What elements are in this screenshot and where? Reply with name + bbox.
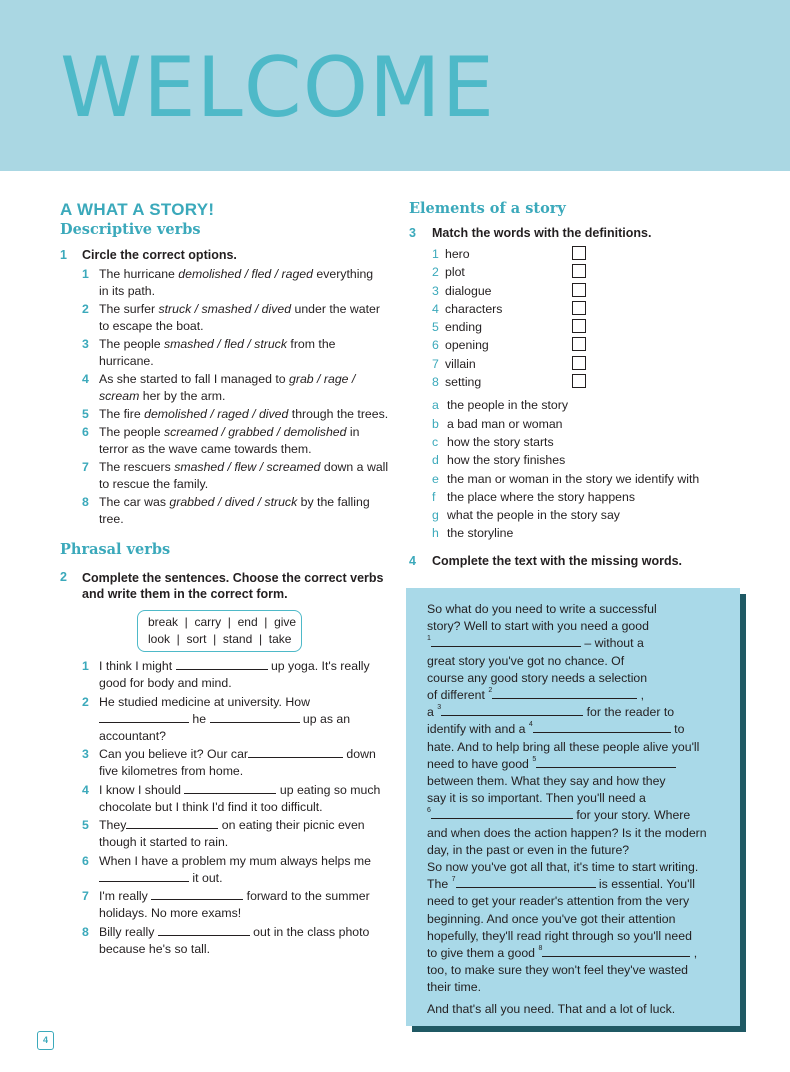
- exercise-2-item: [82, 888, 390, 922]
- section-title-elements: Elements of a story: [409, 200, 566, 217]
- match-word: setting: [445, 375, 482, 390]
- item-text: The people: [99, 425, 164, 439]
- exercise-2-item: [82, 853, 390, 887]
- text-line: hopefully, they'll read right through so you'll need: [427, 928, 692, 943]
- item-text: I think I might: [99, 659, 176, 673]
- item-text: from the: [286, 337, 336, 351]
- text-line: So now you've got all that, it's time to start writing.: [427, 860, 699, 875]
- item-text: on eating their picnic even: [218, 818, 365, 832]
- text-fragment: – without a: [580, 636, 644, 651]
- text-line: need to get your reader's attention from the very: [427, 894, 690, 909]
- text-line: [427, 635, 726, 652]
- item-number: 1: [82, 659, 89, 673]
- definition-row: [432, 470, 749, 488]
- header-banner: [0, 0, 790, 171]
- answer-checkbox[interactable]: [572, 374, 586, 388]
- word-number: 5: [432, 320, 439, 335]
- item-number: 5: [82, 407, 89, 421]
- item-text: forward to the summer: [243, 889, 370, 903]
- item-number: 4: [82, 372, 89, 386]
- match-word: villain: [445, 356, 476, 371]
- text-line: [427, 721, 726, 738]
- definition-row: [432, 433, 749, 451]
- item-options[interactable]: grabbed / dived / struck: [169, 495, 298, 509]
- item-text: accountant?: [99, 728, 167, 743]
- text-fragment: a: [427, 705, 438, 720]
- item-number: 8: [82, 924, 89, 939]
- word-number: 8: [432, 375, 439, 390]
- item-text: holidays. No more exams!: [99, 906, 242, 920]
- item-text: They: [99, 818, 127, 832]
- gap-number: 4: [528, 721, 533, 729]
- exercise-number: 4: [409, 553, 416, 568]
- exercise-2-item: [82, 658, 390, 692]
- definition-row: [432, 506, 749, 524]
- item-number: 2: [82, 694, 89, 709]
- word-number: 1: [432, 247, 439, 261]
- section-title: A WHAT A STORY!: [60, 200, 215, 219]
- definition-letter: f: [432, 489, 436, 504]
- word-number: 7: [432, 356, 439, 371]
- exercise-number: 3: [409, 226, 416, 240]
- item-number: 2: [82, 302, 89, 316]
- exercise-1-item: [82, 406, 390, 423]
- definition-row: [432, 451, 749, 469]
- item-number: 3: [82, 337, 89, 351]
- text-line: [427, 945, 726, 962]
- item-options[interactable]: demolished / fled / raged: [178, 267, 313, 281]
- item-number: 3: [82, 747, 89, 761]
- match-word: dialogue: [445, 283, 492, 298]
- match-word: opening: [445, 338, 489, 353]
- item-text: The rescuers: [99, 460, 175, 474]
- definition-text: how the story starts: [447, 434, 554, 449]
- definition-text: what the people in the story say: [447, 508, 620, 523]
- item-text: The hurricane: [99, 267, 179, 281]
- item-number: 6: [82, 853, 89, 868]
- answer-blank-4[interactable]: [184, 782, 276, 794]
- definition-letter: c: [432, 434, 439, 449]
- match-word-row: [432, 263, 749, 281]
- gap-number: 3: [437, 704, 442, 712]
- item-options[interactable]: scream: [99, 389, 140, 403]
- text-line: So what do you need to write a successful: [427, 602, 657, 616]
- text-fragment: for the reader to: [583, 705, 675, 720]
- item-text: I'm really: [99, 889, 152, 903]
- gap-number: 6: [427, 807, 431, 815]
- item-text: The people: [99, 337, 164, 351]
- text-line: too, to make sure they won't feel they've wasted: [427, 963, 689, 978]
- exercise-instruction: Circle the correct options.: [82, 248, 237, 262]
- answer-checkbox[interactable]: [572, 264, 586, 278]
- gap-number: 7: [451, 876, 456, 884]
- item-text: He studied medicine at university. How: [99, 694, 310, 709]
- text-line: course any good story needs a selection: [427, 670, 648, 685]
- item-options[interactable]: screamed / grabbed / demolished: [163, 425, 347, 439]
- match-word: plot: [445, 265, 465, 280]
- item-text: in its path.: [99, 284, 156, 298]
- word-box-line: look | sort | stand | take: [148, 632, 292, 646]
- page-number: 4: [37, 1031, 54, 1050]
- item-options[interactable]: smashed / flew / screamed: [174, 460, 321, 474]
- definition-letter: g: [432, 508, 439, 523]
- instruction-line: Complete the sentences. Choose the correct verbs: [82, 571, 384, 585]
- item-options[interactable]: demolished / raged / dived: [144, 407, 289, 421]
- exercise-number: 1: [60, 248, 67, 262]
- definition-text: a bad man or woman: [447, 416, 563, 431]
- definition-row: [432, 524, 749, 542]
- gap-number: 1: [427, 635, 431, 643]
- item-text: in: [346, 425, 360, 439]
- item-number: 8: [82, 495, 89, 509]
- page-title: WELCOME: [60, 39, 496, 136]
- gap-7-blank[interactable]: [456, 876, 596, 888]
- text-line: day, in the past or even in the future?: [427, 842, 630, 857]
- item-text: up yoga. It's really: [267, 659, 370, 673]
- exercise-1-item: [82, 301, 390, 335]
- item-text: because he's so tall.: [99, 941, 211, 956]
- text-line: great story you've got no chance. Of: [427, 653, 625, 668]
- text-line: hate. And to help bring all these people alive you'll: [427, 739, 700, 754]
- gap-6-blank[interactable]: [431, 807, 573, 819]
- match-word-row: [432, 300, 749, 318]
- text-line: between them. What they say and how they: [427, 774, 666, 789]
- item-text: down a wall: [320, 460, 389, 474]
- text-fragment: The: [427, 877, 452, 892]
- answer-checkbox[interactable]: [572, 337, 586, 351]
- item-number: 4: [82, 782, 89, 797]
- definition-text: the storyline: [447, 526, 514, 541]
- item-text: her by the arm.: [139, 389, 226, 403]
- item-text: everything: [312, 267, 374, 281]
- answer-checkbox[interactable]: [572, 301, 586, 315]
- item-text: out in the class photo: [249, 924, 370, 939]
- text-fragment: to give them a good: [427, 946, 539, 961]
- item-options[interactable]: grab / rage /: [289, 372, 356, 386]
- text-fragment: need to have good: [427, 756, 533, 771]
- exercise-instruction: Match the words with the definitions.: [432, 226, 652, 240]
- item-text: to rescue the family.: [99, 477, 209, 491]
- answer-blank-7[interactable]: [151, 888, 243, 900]
- item-text: The fire: [99, 407, 145, 421]
- answer-blank-3[interactable]: [248, 746, 343, 758]
- definition-text: the place where the story happens: [447, 489, 635, 504]
- exercise-instruction: Complete the text with the missing words.: [432, 553, 683, 568]
- word-box-line: break | carry | end | give: [148, 615, 297, 629]
- item-text: up eating so much: [276, 782, 381, 797]
- item-number: 6: [82, 425, 89, 439]
- definition-row: [432, 488, 749, 506]
- word-number: 6: [432, 338, 439, 353]
- match-word: ending: [445, 320, 482, 335]
- word-number: 3: [432, 283, 439, 298]
- instruction-line: and write them in the correct form.: [82, 587, 288, 601]
- gap-1-blank[interactable]: [431, 635, 581, 647]
- item-number: 1: [82, 267, 89, 281]
- definition-text: the people in the story: [447, 398, 568, 413]
- definition-row: [432, 396, 749, 414]
- gap-number: 2: [488, 687, 493, 695]
- text-fragment: is essential. You'll: [595, 877, 695, 892]
- text-fragment: for your story. Where: [572, 808, 691, 823]
- item-text: The car was: [99, 495, 170, 509]
- exercise-3: [409, 226, 749, 543]
- exercise-number: 2: [60, 570, 67, 584]
- answer-blank-5[interactable]: [126, 817, 218, 829]
- exercise-2: [60, 570, 390, 958]
- text-fragment: to: [670, 722, 685, 737]
- answer-checkbox[interactable]: [572, 246, 586, 260]
- exercise-2-item: [82, 694, 390, 745]
- item-options[interactable]: smashed / fled / struck: [163, 337, 287, 351]
- exercise-1-item: [82, 266, 390, 300]
- item-text: When I have a problem my mum always helps me: [99, 853, 372, 868]
- text-line: [427, 687, 726, 704]
- word-number: 4: [432, 301, 439, 316]
- match-word-row: [432, 245, 749, 263]
- match-word: hero: [445, 247, 470, 261]
- item-text: he: [189, 711, 210, 726]
- text-line: [427, 876, 726, 893]
- item-text: under the water: [291, 302, 380, 316]
- exercise-1-item: [82, 459, 390, 493]
- match-word-row: [432, 318, 749, 336]
- item-text: I know I should: [99, 782, 185, 797]
- right-column: [409, 200, 749, 568]
- gap-number: 8: [538, 945, 543, 953]
- gap-2-blank[interactable]: [492, 687, 637, 699]
- item-text: Billy really: [99, 924, 158, 939]
- item-text: The surfer: [99, 302, 159, 316]
- item-number: 7: [82, 889, 89, 903]
- text-line: and when does the action happen? Is it the modern: [427, 825, 707, 840]
- gap-8-blank[interactable]: [542, 945, 690, 957]
- text-line: story? Well to start with you need a good: [427, 619, 649, 634]
- item-number: 5: [82, 818, 89, 832]
- definition-letter: a: [432, 398, 439, 413]
- text-fragment: identify with and a: [427, 722, 529, 737]
- text-fragment: ,: [637, 688, 645, 703]
- exercise-2-item: [82, 817, 390, 851]
- definition-letter: h: [432, 526, 439, 541]
- exercise-4: [409, 554, 749, 568]
- exercise-2-item: [82, 746, 390, 780]
- exercise-2-item: [82, 782, 390, 816]
- answer-checkbox[interactable]: [572, 283, 586, 297]
- exercise-1-item: [82, 494, 390, 528]
- exercise-1-item: [82, 424, 390, 458]
- gap-3-blank[interactable]: [441, 704, 583, 716]
- answer-blank-6[interactable]: [99, 870, 189, 882]
- subsection-phrasal-verbs: Phrasal verbs: [60, 541, 171, 558]
- answer-blank-2b[interactable]: [210, 711, 300, 723]
- answer-blank-8[interactable]: [158, 924, 250, 936]
- text-line: their time.: [427, 980, 481, 995]
- item-text: five kilometres from home.: [99, 764, 244, 778]
- text-fragment: ,: [690, 946, 698, 961]
- item-text: up as an: [299, 711, 351, 726]
- text-panel: [406, 588, 740, 1026]
- definition-text: the man or woman in the story we identify with: [447, 471, 700, 486]
- text-line: [427, 704, 726, 721]
- item-text: hurricane.: [99, 354, 154, 368]
- definition-letter: b: [432, 416, 439, 431]
- item-text: through the trees.: [288, 407, 389, 421]
- definition-letter: e: [432, 471, 439, 486]
- item-text: As she started to fall I managed to: [99, 372, 290, 386]
- definition-letter: d: [432, 453, 439, 468]
- item-text: by the falling tree.: [99, 495, 370, 526]
- exercise-1-item: [82, 371, 390, 405]
- answer-checkbox[interactable]: [572, 356, 586, 370]
- text-line: And that's all you need. That and a lot of luck.: [427, 1001, 676, 1016]
- answer-blank-1[interactable]: [176, 658, 268, 670]
- item-text: chocolate but I think I'd find it too difficult.: [99, 799, 323, 814]
- text-fragment: of different: [427, 688, 489, 703]
- text-line: [427, 756, 726, 773]
- item-text: to escape the boat.: [99, 319, 204, 333]
- match-word-row: [432, 282, 749, 300]
- item-number: 7: [82, 460, 89, 474]
- match-word-row: [432, 355, 749, 373]
- definition-row: [432, 415, 749, 433]
- item-text: Can you believe it? Our car: [99, 747, 249, 761]
- item-options[interactable]: struck / smashed / dived: [158, 302, 292, 316]
- item-text: good for body and mind.: [99, 676, 232, 690]
- text-line: beginning. And once you've got their attention: [427, 911, 676, 926]
- match-word: characters: [445, 301, 503, 316]
- match-word-row: [432, 336, 749, 354]
- gap-4-blank[interactable]: [533, 721, 671, 733]
- answer-blank-2a[interactable]: [99, 711, 189, 723]
- item-text: terror as the wave came towards them.: [99, 442, 312, 456]
- subsection-descriptive-verbs: Descriptive verbs: [60, 221, 201, 238]
- answer-checkbox[interactable]: [572, 319, 586, 333]
- word-number: 2: [432, 265, 439, 280]
- gap-number: 5: [532, 755, 537, 763]
- exercise-1-item: [82, 336, 390, 370]
- exercise-instruction: [82, 570, 390, 602]
- text-line: say it is so important. Then you'll need a: [427, 791, 646, 806]
- match-word-row: [432, 373, 749, 391]
- exercise-2-item: [82, 924, 390, 958]
- exercise-1: [60, 248, 390, 528]
- text-line: [427, 807, 726, 824]
- gap-5-blank[interactable]: [536, 756, 676, 768]
- item-text: it out.: [192, 870, 223, 885]
- item-text: though it started to rain.: [99, 835, 229, 849]
- left-column: [60, 200, 390, 959]
- word-box: [137, 610, 302, 652]
- definition-text: how the story finishes: [447, 453, 566, 468]
- item-text: down: [343, 747, 376, 761]
